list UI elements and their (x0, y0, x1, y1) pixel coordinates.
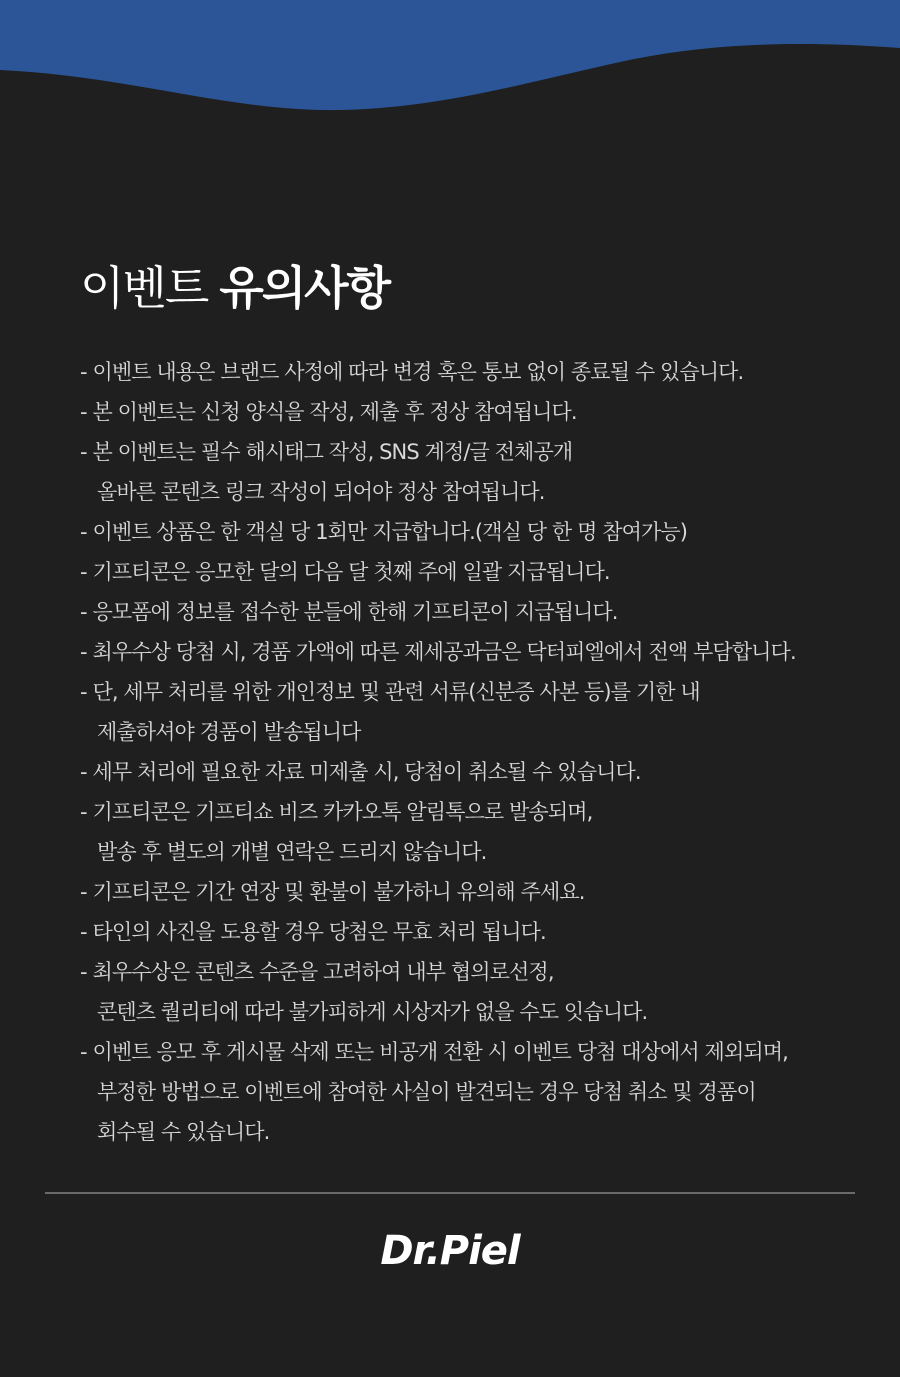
notice-list (80, 352, 840, 1152)
notice-continuation: 올바른 콘텐츠 링크 작성이 되어야 정상 참여됩니다. (97, 480, 545, 504)
notice-text: - 최우수상 당첨 시, 경품 가액에 따른 제세공과금은 닥터피엘에서 전액 부담합니다. (80, 640, 796, 664)
notice-item (80, 792, 840, 872)
page-title (80, 258, 389, 318)
notice-continuation: 부정한 방법으로 이벤트에 참여한 사실이 발견되는 경우 당첨 취소 및 경품이 (97, 1080, 756, 1104)
brand-logo: Dr.Piel (380, 1228, 520, 1274)
notice-text: - 단, 세무 처리를 위한 개인정보 및 관련 서류(신분증 사본 등)를 기한 내 (80, 680, 700, 704)
notice-text: - 응모폼에 정보를 접수한 분들에 한해 기프티콘이 지급됩니다. (80, 600, 618, 624)
notice-text: - 기프티콘은 기프티쇼 비즈 카카오톡 알림톡으로 발송되며, (80, 800, 593, 824)
notice-item (80, 672, 840, 752)
notice-text: - 본 이벤트는 신청 양식을 작성, 제출 후 정상 참여됩니다. (80, 400, 577, 424)
notice-text: - 기프티콘은 응모한 달의 다음 달 첫째 주에 일괄 지급됩니다. (80, 560, 610, 584)
title-event: 이벤트 (80, 261, 208, 315)
notice-text: - 타인의 사진을 도용할 경우 당첨은 무효 처리 됩니다. (80, 920, 546, 944)
notice-text: - 이벤트 응모 후 게시물 삭제 또는 비공개 전환 시 이벤트 당첨 대상에서 제외되며, (80, 1040, 788, 1064)
title-notice: 유의사항 (219, 261, 390, 315)
notice-item (80, 432, 840, 512)
header-wave-banner (0, 0, 900, 115)
notice-text: - 이벤트 상품은 한 객실 당 1회만 지급합니다.(객실 당 한 명 참여가능) (80, 520, 688, 544)
notice-item (80, 592, 840, 632)
notice-text: - 본 이벤트는 필수 해시태그 작성, SNS 계정/글 전체공개 (80, 440, 573, 464)
notice-continuation: 회수될 수 있습니다. (97, 1120, 270, 1144)
notice-item (80, 912, 840, 952)
notice-item (80, 952, 840, 1032)
notice-item (80, 1032, 840, 1152)
notice-text: - 세무 처리에 필요한 자료 미제출 시, 당첨이 취소될 수 있습니다. (80, 760, 641, 784)
notice-item (80, 552, 840, 592)
footer-divider (45, 1192, 855, 1194)
notice-item (80, 392, 840, 432)
notice-item (80, 512, 840, 552)
notice-text: - 기프티콘은 기간 연장 및 환불이 불가하니 유의해 주세요. (80, 880, 585, 904)
notice-continuation: 제출하셔야 경품이 발송됩니다 (97, 720, 361, 744)
notice-item (80, 872, 840, 912)
notice-item (80, 632, 840, 672)
notice-item (80, 352, 840, 392)
notice-text: - 최우수상은 콘텐츠 수준을 고려하여 내부 협의로선정, (80, 960, 554, 984)
notice-continuation: 발송 후 별도의 개별 연락은 드리지 않습니다. (97, 840, 487, 864)
notice-continuation: 콘텐츠 퀄리티에 따라 불가피하게 시상자가 없을 수도 잇습니다. (97, 1000, 648, 1024)
notice-text: - 이벤트 내용은 브랜드 사정에 따라 변경 혹은 통보 없이 종료될 수 있습니다. (80, 360, 744, 384)
wave-shape (0, 0, 900, 110)
notice-item (80, 752, 840, 792)
